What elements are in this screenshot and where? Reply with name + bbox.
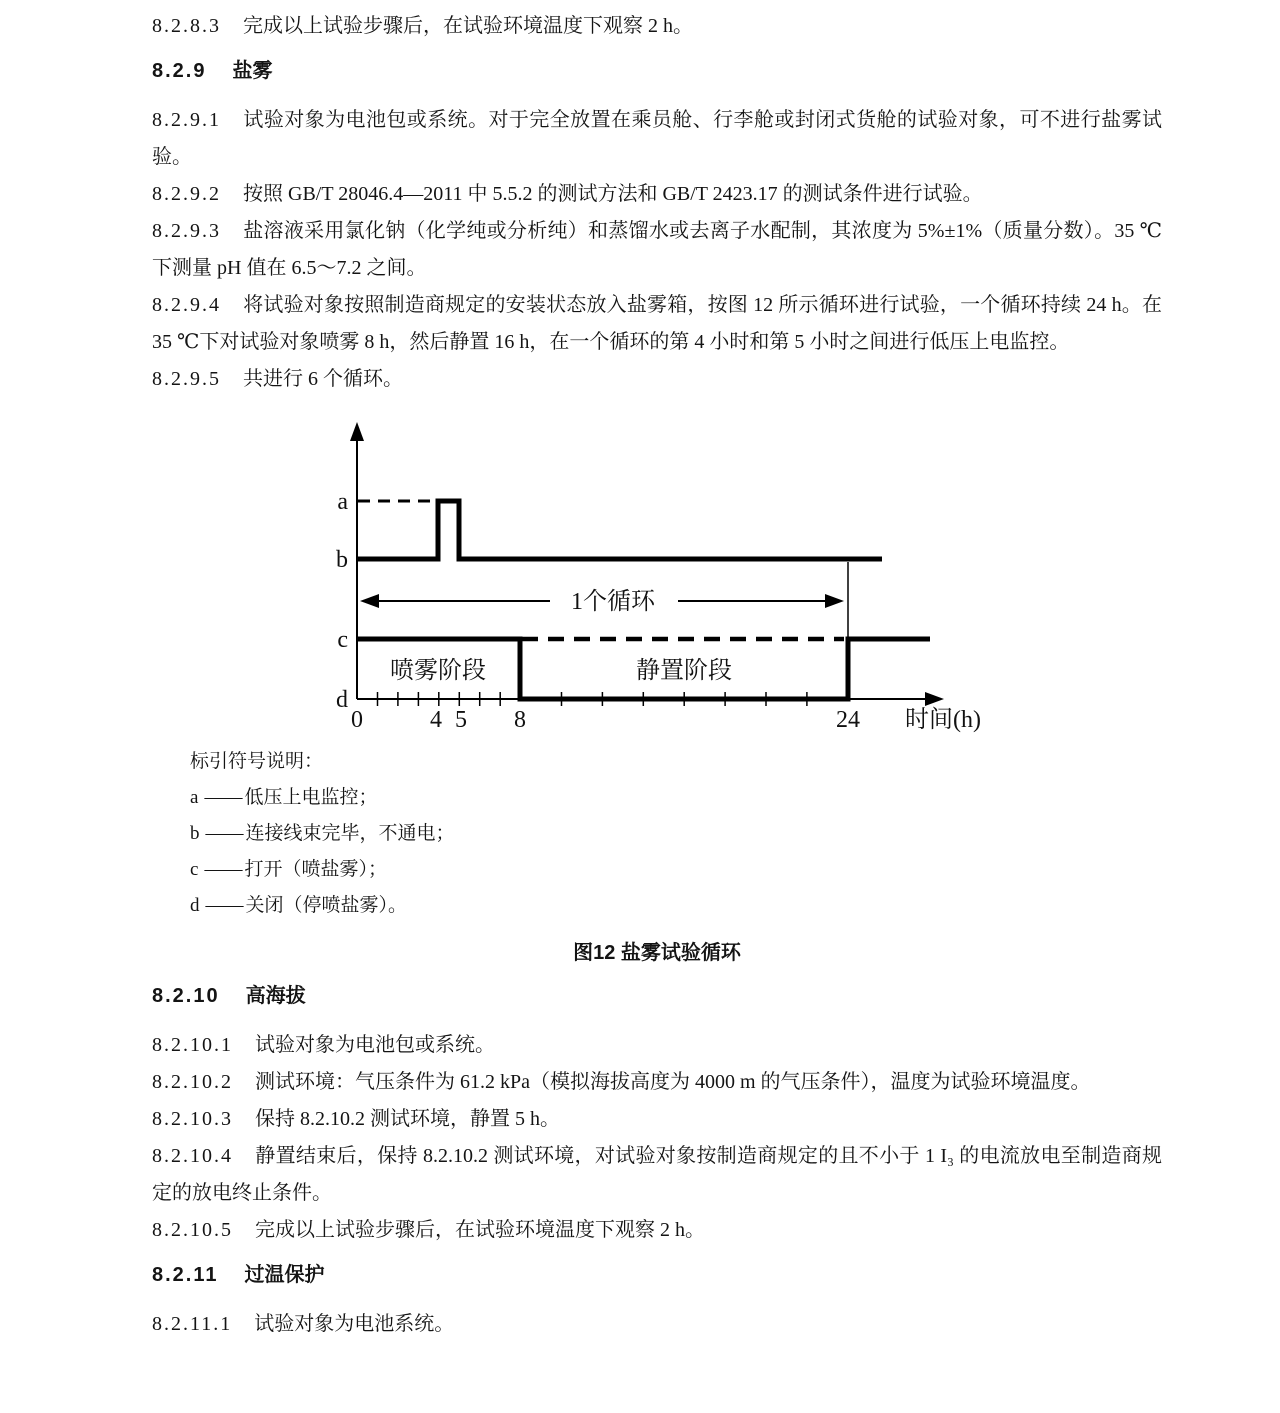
clause-number: 8.2.10.4 <box>152 1145 233 1167</box>
clause-number: 8.2.10.3 <box>152 1108 233 1130</box>
clause-8-2-10-1 <box>152 1027 1162 1064</box>
clause-number: 8.2.10.2 <box>152 1071 233 1093</box>
clause-8-2-8-3 <box>152 8 1162 45</box>
legend-text: 关闭（停喷盐雾）。 <box>245 895 408 916</box>
monitoring-signal-line <box>357 501 882 559</box>
legend-text: 连接线束完毕，不通电； <box>245 823 455 844</box>
x-tick-4: 4 <box>430 707 442 733</box>
clause-number: 8.2.9.1 <box>152 109 221 131</box>
clause-text: 试验对象为电池包或系统。 <box>255 1034 495 1056</box>
figure-legend <box>190 744 1162 924</box>
clause-number: 8.2.10.5 <box>152 1219 233 1241</box>
clause-text: 保持 8.2.10.2 测试环境，静置 5 h。 <box>255 1108 560 1130</box>
clause-text: 按照 GB/T 28046.4—2011 中 5.5.2 的测试方法和 GB/T 2423.17 的测试条件进行试验。 <box>243 183 983 205</box>
clause-text: 试验对象为电池包或系统。对于完全放置在乘员舱、行李舱或封闭式货舱的试验对象，可不进行盐雾试验。 <box>152 109 1162 168</box>
clause-text: 完成以上试验步骤后，在试验环境温度下观察 2 h。 <box>255 1219 705 1241</box>
clause-8-2-9-1 <box>152 102 1162 176</box>
heading-title: 过温保护 <box>244 1264 325 1286</box>
legend-key: a <box>190 787 199 808</box>
heading-number: 8.2.11 <box>152 1264 219 1286</box>
salt-spray-cycle-diagram <box>322 414 1002 734</box>
clause-number: 8.2.9.3 <box>152 220 221 242</box>
clause-8-2-9-4 <box>152 287 1162 361</box>
legend-dash: —— <box>204 787 243 808</box>
x-axis-title: 时间(h) <box>905 707 981 733</box>
clause-text: 共进行 6 个循环。 <box>243 368 403 390</box>
rest-phase-label: 静置阶段 <box>636 658 732 684</box>
y-axis-arrowhead-icon <box>350 422 364 441</box>
y-label-c: c <box>337 627 348 653</box>
clause-number: 8.2.9.4 <box>152 294 221 316</box>
clause-8-2-9-5 <box>152 361 1162 398</box>
heading-number: 8.2.10 <box>152 985 220 1007</box>
clause-8-2-9-3 <box>152 213 1162 287</box>
clause-8-2-10-5 <box>152 1212 1162 1249</box>
legend-item-c <box>190 852 1162 888</box>
clause-text: 测试环境：气压条件为 61.2 kPa（模拟海拔高度为 4000 m 的气压条件），温度为试验环境温度。 <box>255 1071 1091 1093</box>
y-label-a: a <box>337 489 348 515</box>
heading-number: 8.2.9 <box>152 60 207 82</box>
clause-8-2-10-3 <box>152 1101 1162 1138</box>
x-tick-8: 8 <box>514 707 526 733</box>
legend-item-a <box>190 780 1162 816</box>
legend-dash: —— <box>204 859 243 880</box>
x-tick-0: 0 <box>351 707 363 733</box>
legend-item-d <box>190 888 1162 924</box>
legend-title: 标引符号说明： <box>190 751 324 772</box>
y-label-d: d <box>336 687 348 713</box>
salt-spray-cycle-figure <box>152 414 1162 968</box>
x-axis-arrowhead-icon <box>925 692 944 706</box>
clause-number: 8.2.9.5 <box>152 368 221 390</box>
clause-8-2-11-1 <box>152 1306 1162 1343</box>
clause-number: 8.2.8.3 <box>152 15 221 37</box>
legend-dash: —— <box>205 823 244 844</box>
legend-item-b <box>190 816 1162 852</box>
clause-text: 盐溶液采用氯化钠（化学纯或分析纯）和蒸馏水或去离子水配制，其浓度为 5%±1%（质量分数）。35 ℃下测量 pH 值在 6.5～7.2 之间。 <box>152 220 1162 279</box>
y-label-b: b <box>336 547 348 573</box>
heading-8-2-10 <box>152 978 1162 1015</box>
cycle-span-arrow <box>360 588 844 615</box>
legend-key: b <box>190 823 200 844</box>
legend-key: d <box>190 895 200 916</box>
clause-8-2-9-2 <box>152 176 1162 213</box>
legend-text: 低压上电监控； <box>244 787 378 808</box>
legend-dash: —— <box>205 895 244 916</box>
clause-number: 8.2.10.1 <box>152 1034 233 1056</box>
legend-text: 打开（喷盐雾）； <box>244 859 387 880</box>
heading-8-2-11 <box>152 1257 1162 1294</box>
x-tick-5: 5 <box>455 707 467 733</box>
heading-8-2-9 <box>152 53 1162 90</box>
spray-phase-label: 喷雾阶段 <box>390 658 486 684</box>
clause-number: 8.2.9.2 <box>152 183 221 205</box>
clause-text: 试验对象为电池系统。 <box>254 1313 455 1335</box>
heading-title: 高海拔 <box>245 985 306 1007</box>
cycle-span-label: 1个循环 <box>571 589 655 615</box>
cycle-arrow-left-head-icon <box>360 594 379 608</box>
heading-title: 盐雾 <box>232 60 273 82</box>
clause-text: 静置结束后，保持 8.2.10.2 测试环境，对试验对象按制造商规定的且不小于 1 I₃ 的电流放电至制造商规定的放电终止条件。 <box>152 1145 1162 1204</box>
clause-text: 完成以上试验步骤后，在试验环境温度下观察 2 h。 <box>243 15 693 37</box>
legend-key: c <box>190 859 199 880</box>
clause-8-2-10-2 <box>152 1064 1162 1101</box>
clause-number: 8.2.11.1 <box>152 1313 233 1335</box>
x-tick-24: 24 <box>836 707 860 733</box>
clause-8-2-10-4 <box>152 1138 1162 1212</box>
clause-text: 将试验对象按照制造商规定的安装状态放入盐雾箱，按图 12 所示循环进行试验，一个循环持续 24 h。在 35 ℃下对试验对象喷雾 8 h，然后静置 16 h，在一个循环的第 4 小时和第 5 小时之间进行低压上电监控。 <box>152 294 1162 353</box>
figure-caption: 图12 盐雾试验循环 <box>573 942 741 964</box>
cycle-arrow-right-head-icon <box>825 594 844 608</box>
